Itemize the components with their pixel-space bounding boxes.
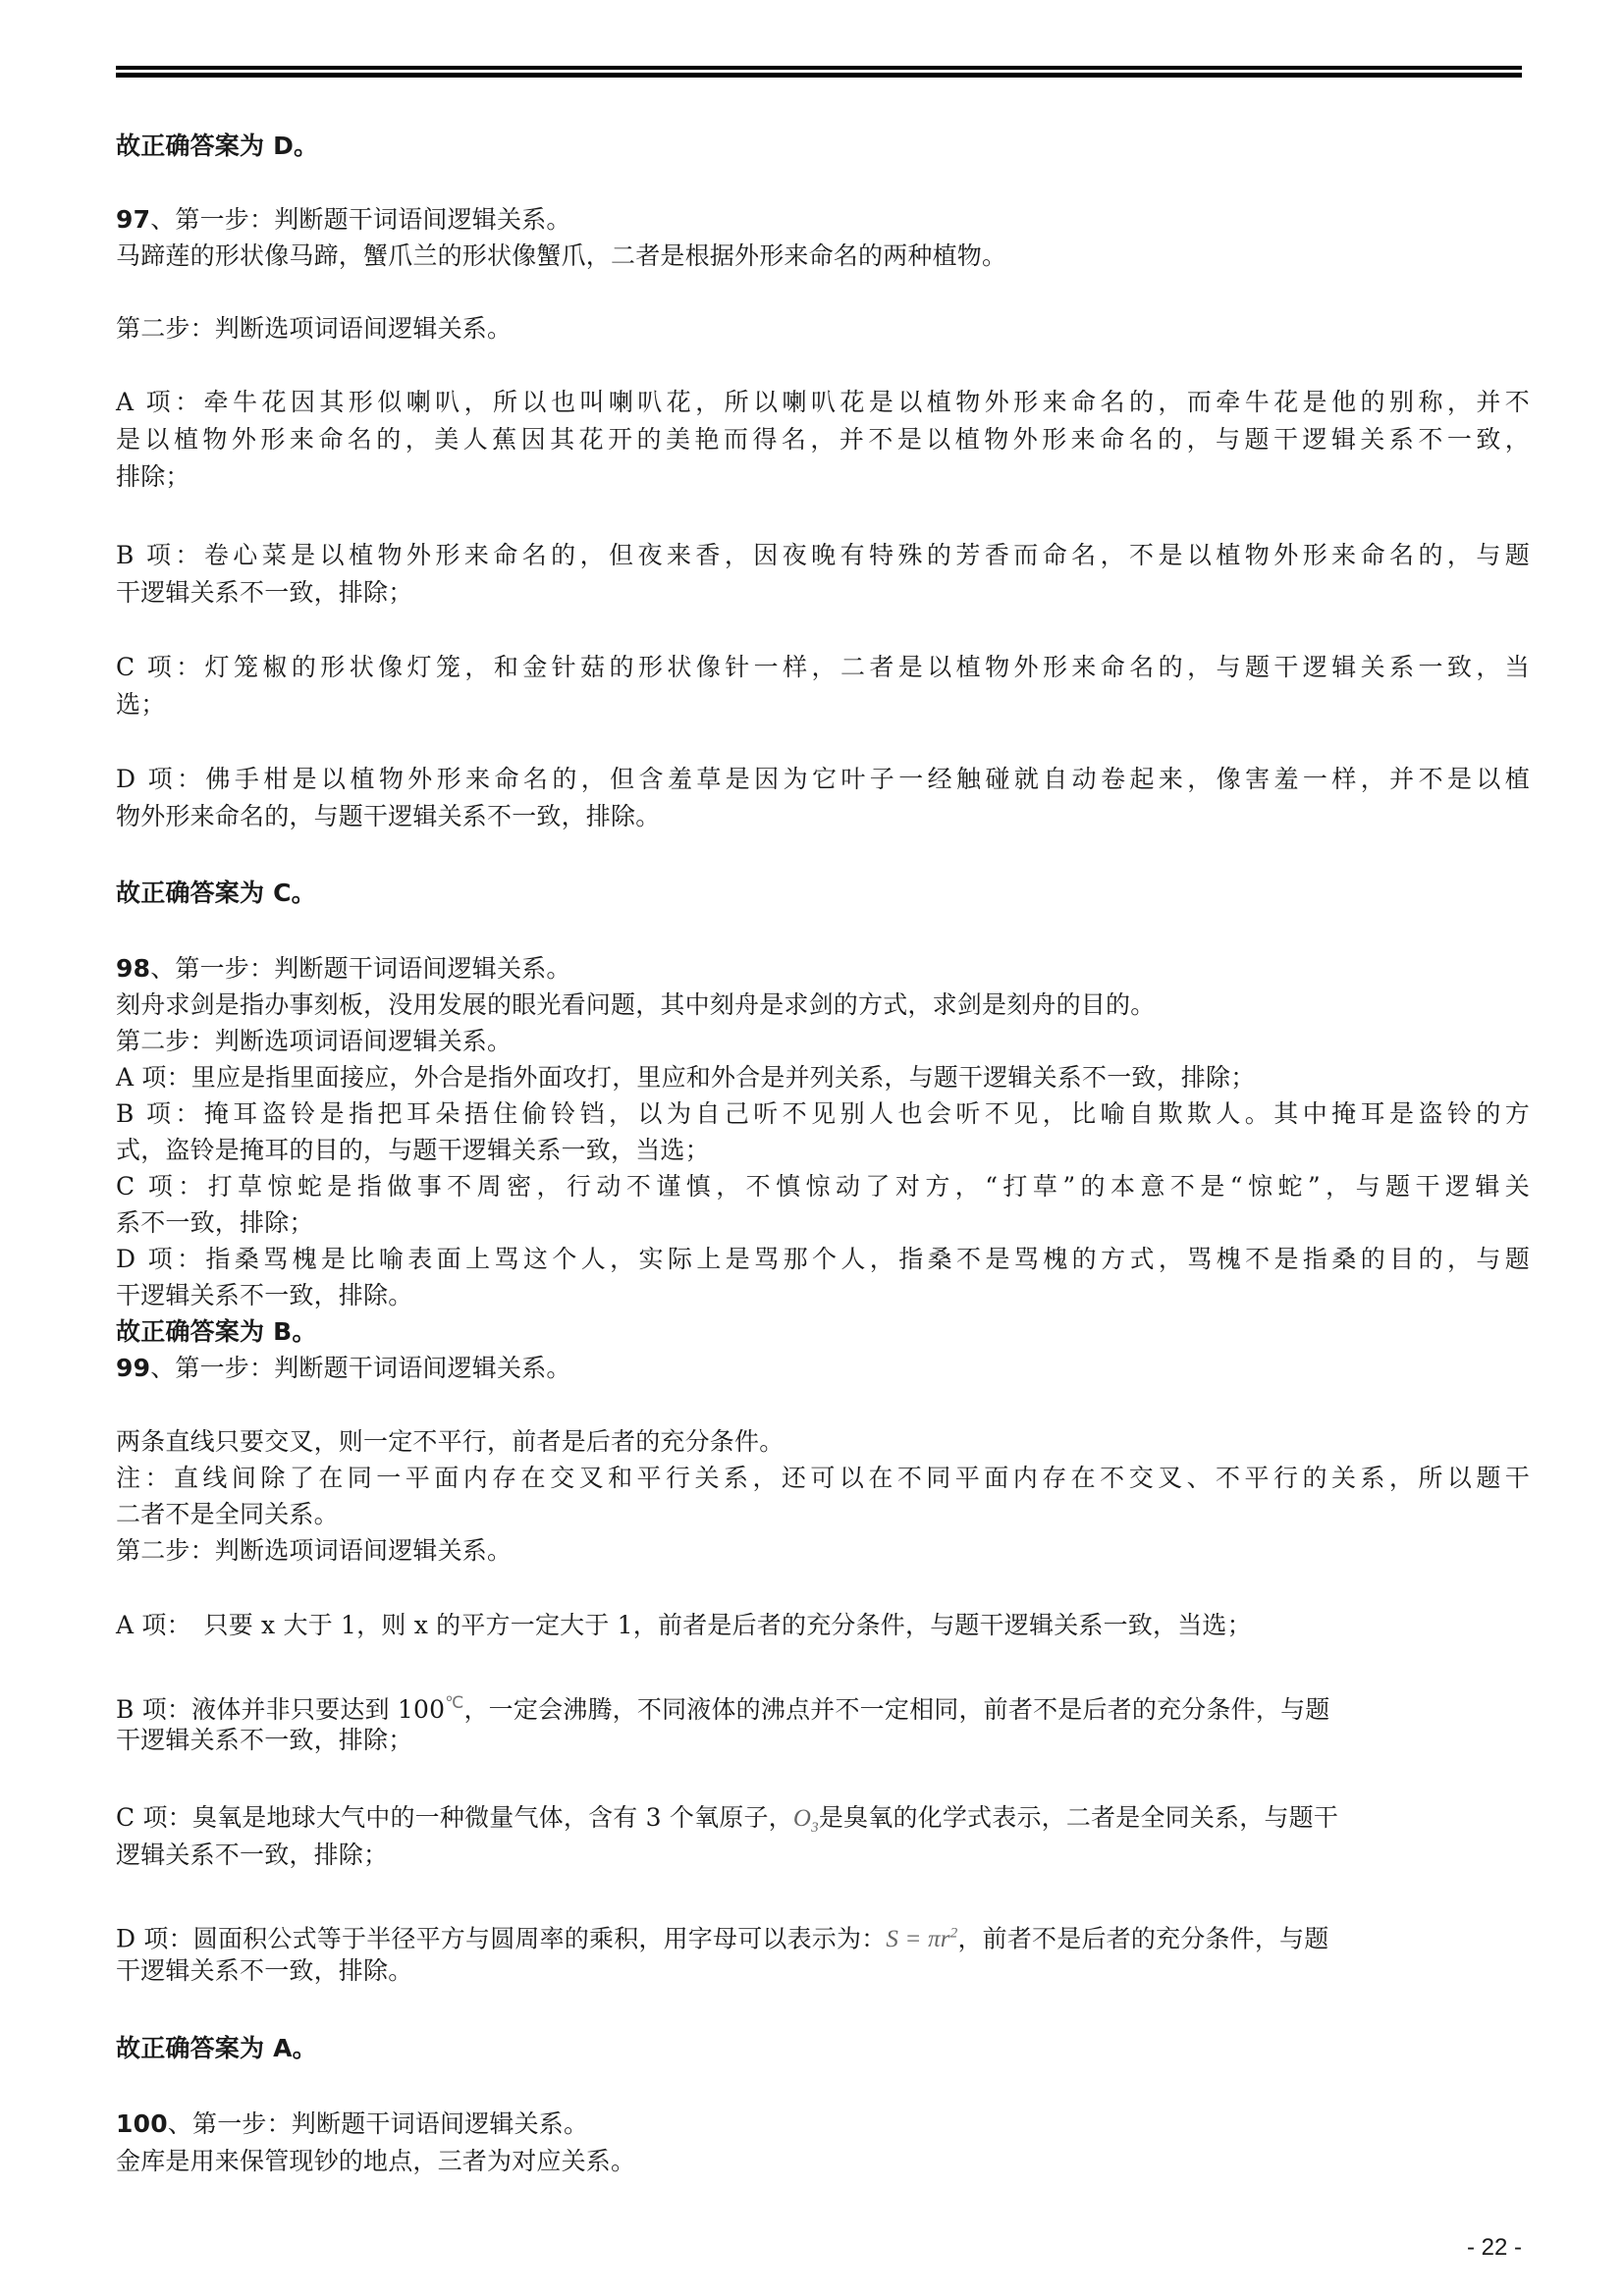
q97-step1-text: 、第一步：判断题干词语间逻辑关系。 [150, 205, 571, 234]
q97-answer: 故正确答案为 C。 [116, 879, 316, 907]
q99-option-c-line2: 逻辑关系不一致，排除； [116, 1841, 389, 1869]
q99-option-a: A 项： 只要 x 大于 1，则 x 的平方一定大于 1，前者是后者的充分条件，与题干逻辑关系一致，当选； [116, 1611, 1252, 1639]
q99-option-b-line2: 干逻辑关系不一致，排除； [116, 1726, 413, 1754]
q97-stem: 马蹄莲的形状像马蹄，蟹爪兰的形状像蟹爪，二者是根据外形来命名的两种植物。 [116, 241, 1007, 270]
q99-option-b-pre: B 项：液体并非只要达到 100 [116, 1695, 446, 1724]
q97-option-c-line2: 选； [116, 690, 166, 719]
q97-option-d-line2: 物外形来命名的，与题干逻辑关系不一致，排除。 [116, 802, 661, 830]
q98-option-d-line2: 干逻辑关系不一致，排除。 [116, 1281, 413, 1309]
q97-number: 97 [116, 205, 151, 234]
q98-stem: 刻舟求剑是指办事刻板，没用发展的眼光看问题，其中刻舟是求剑的方式，求剑是刻舟的目的。 [116, 990, 1156, 1019]
q99-option-d-line2: 干逻辑关系不一致，排除。 [116, 1956, 413, 1985]
q99-note-line1: 注：直线间除了在同一平面内存在交叉和平行关系，还可以在不同平面内存在不交叉、不平行的关系，所以题干 [116, 1464, 1530, 1492]
q97-option-d-line1: D 项：佛手柑是以植物外形来命名的，但含羞草是因为它叶子一经触碰就自动卷起来，像害羞一样，并不是以植 [116, 765, 1530, 793]
q99-stem: 两条直线只要交叉，则一定不平行，前者是后者的充分条件。 [116, 1427, 785, 1456]
q98-option-c-line2: 系不一致，排除； [116, 1208, 314, 1237]
ozone-formula-base: O [792, 1805, 812, 1832]
q99-step1 [116, 1352, 1530, 1385]
page-number: - 22 - [1466, 2234, 1522, 2261]
q100-step1-text: 、第一步：判断题干词语间逻辑关系。 [167, 2109, 589, 2138]
q97-option-a-line1: A 项：牵牛花因其形似喇叭，所以也叫喇叭花，所以喇叭花是以植物外形来命名的，而牵牛花是他的别称，并不 [116, 388, 1530, 416]
ozone-formula [792, 1805, 819, 1836]
q98-step1 [116, 952, 1530, 986]
q99-option-b-line1 [116, 1686, 1530, 1727]
header-rule-top [116, 66, 1522, 70]
q100-stem: 金库是用来保管现钞的地点，三者为对应关系。 [116, 2147, 636, 2175]
q98-option-c-line1: C 项：打草惊蛇是指做事不周密，行动不谨慎，不慎惊动了对方，“打草”的本意不是“惊蛇”，与题干逻辑关 [116, 1172, 1530, 1201]
q97-option-b-line1: B 项：卷心菜是以植物外形来命名的，但夜来香，因夜晚有特殊的芳香而命名，不是以植物外形来命名的，与题 [116, 541, 1530, 569]
circle-area-formula [886, 1926, 957, 1952]
q99-step2: 第二步：判断选项词语间逻辑关系。 [116, 1536, 513, 1565]
q99-number: 99 [116, 1354, 151, 1382]
q98-step2: 第二步：判断选项词语间逻辑关系。 [116, 1027, 513, 1055]
q99-note-line2: 二者不是全同关系。 [116, 1500, 339, 1528]
q99-step1-text: 、第一步：判断题干词语间逻辑关系。 [150, 1354, 571, 1382]
q97-option-b-line2: 干逻辑关系不一致，排除； [116, 578, 413, 607]
q99-answer: 故正确答案为 A。 [116, 2034, 317, 2062]
q99-option-d-pre: D 项：圆面积公式等于半径平方与圆周率的乘积，用字母可以表示为： [116, 1924, 887, 1953]
circle-area-formula-text: S = πr [886, 1926, 950, 1953]
q99-option-c-post: 是臭氧的化学式表示，二者是全同关系，与题干 [818, 1803, 1339, 1832]
q98-number: 98 [116, 954, 151, 983]
degree-celsius-symbol: ℃ [445, 1693, 464, 1712]
q98-option-b-line1: B 项：掩耳盗铃是指把耳朵捂住偷铃铛，以为自己听不见别人也会听不见，比喻自欺欺人。其中掩耳是盗铃的方 [116, 1099, 1530, 1128]
q97-step2: 第二步：判断选项词语间逻辑关系。 [116, 314, 513, 343]
q99-option-d-post: ，前者不是后者的充分条件，与题 [957, 1924, 1329, 1953]
q98-option-a: A 项：里应是指里面接应，外合是指外面攻打，里应和外合是并列关系，与题干逻辑关系不一致，排除； [116, 1063, 1256, 1092]
header-rule-bottom [116, 73, 1522, 78]
circle-area-formula-exponent: 2 [949, 1926, 958, 1942]
q98-option-d-line1: D 项：指桑骂槐是比喻表面上骂这个人，实际上是骂那个人，指桑不是骂槐的方式，骂槐不是指桑的目的，与题 [116, 1245, 1530, 1273]
q98-answer: 故正确答案为 B。 [116, 1317, 317, 1346]
q96-answer: 故正确答案为 D。 [116, 132, 319, 160]
q98-step1-text: 、第一步：判断题干词语间逻辑关系。 [150, 954, 571, 983]
q99-option-d-line1 [116, 1917, 1530, 1956]
q99-option-b-post: ，一定会沸腾，不同液体的沸点并不一定相同，前者不是后者的充分条件，与题 [463, 1695, 1330, 1724]
q100-step1 [116, 2108, 1530, 2141]
q100-number: 100 [116, 2109, 168, 2138]
ozone-formula-subscript: 3 [811, 1820, 819, 1836]
q97-step1 [116, 203, 1530, 237]
q97-option-c-line1: C 项：灯笼椒的形状像灯笼，和金针菇的形状像针一样，二者是以植物外形来命名的，与题干逻辑关系一致，当 [116, 653, 1530, 681]
q97-option-a-line2: 是以植物外形来命名的，美人蕉因其花开的美艳而得名，并不是以植物外形来命名的，与题干逻辑关系不一致， [116, 425, 1530, 454]
q98-option-b-line2: 式，盗铃是掩耳的目的，与题干逻辑关系一致，当选； [116, 1136, 710, 1164]
q97-option-a-line3: 排除； [116, 462, 190, 491]
q99-option-c-pre: C 项：臭氧是地球大气中的一种微量气体，含有 3 个氧原子， [116, 1803, 793, 1832]
